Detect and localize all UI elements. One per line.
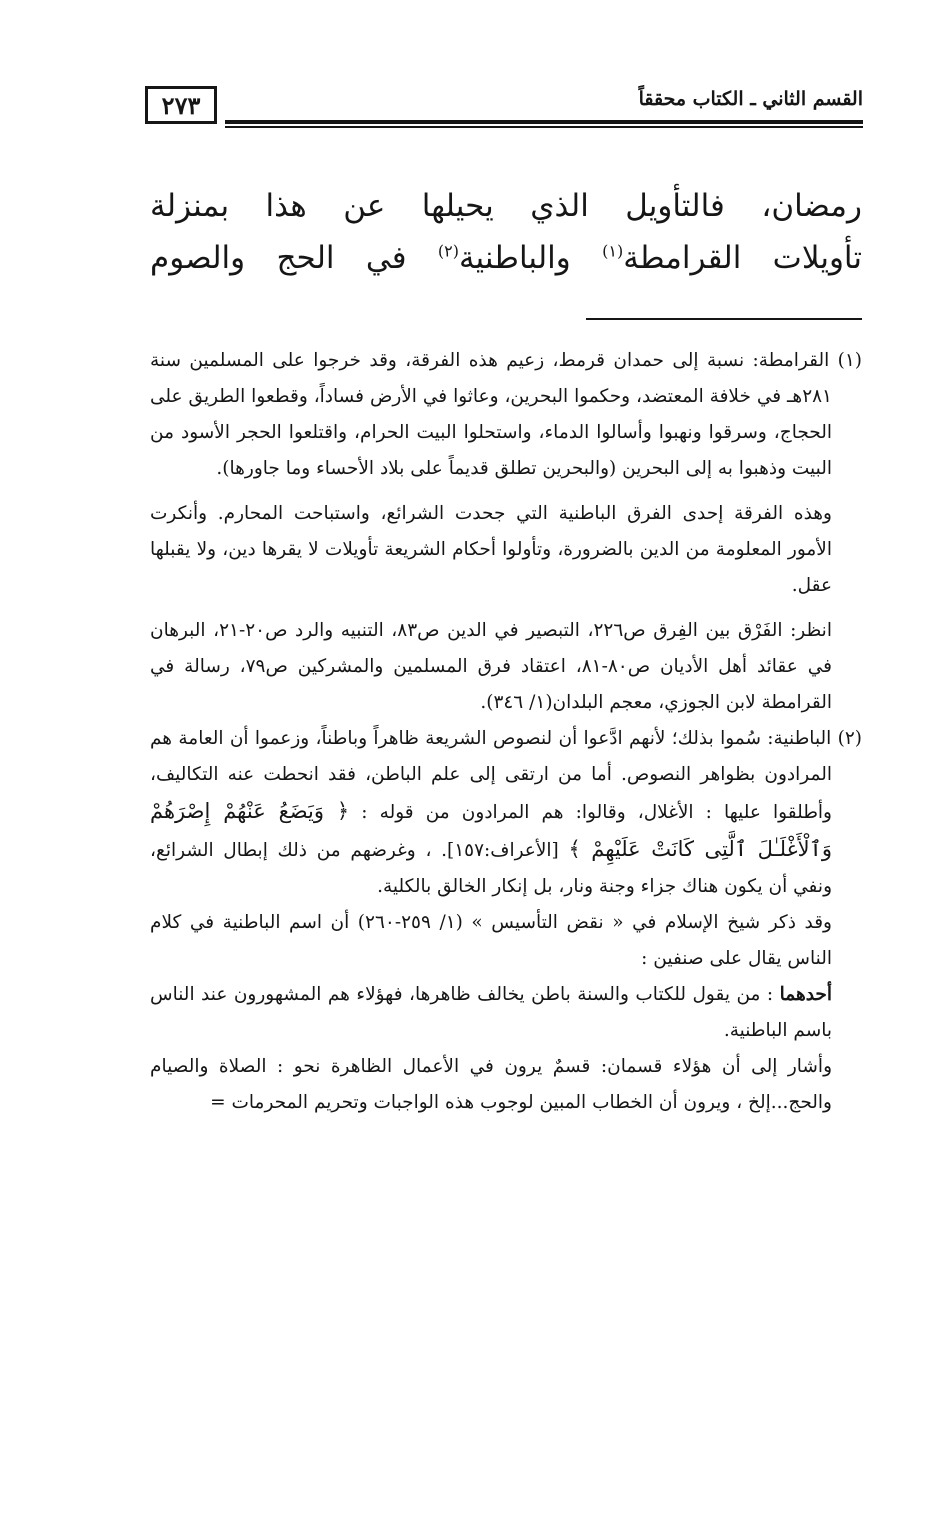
quran-verse: ﴿ وَيَضَعُ عَنْهُمْ إِصْرَهُمْ وَٱلْأَغْلَـٰلَ ٱلَّتِى كَانَتْ عَلَيْهِمْ ﴾: [150, 799, 832, 861]
main-line-2: [150, 232, 862, 284]
footnote-2-text-b: [الأعراف:١٥٧]. ، وغرضهم من ذلك إبطال الشرائع، ونفي أن يكون هناك جزاء وجنة ونار، بل إنكار الخالق بالكلية.: [150, 840, 832, 897]
main-line-1: رمضان، فالتأويل الذي يحيلها عن هذا بمنزلة: [150, 188, 862, 224]
main-line-2-part-2: والباطنية: [458, 240, 603, 276]
header-rule-thick: [225, 120, 863, 124]
footnote-2-text-a: (٢) الباطنية: سُموا بذلك؛ لأنهم ادَّعوا أن لنصوص الشريعة ظاهراً وباطناً، وزعموا أن العامة هم المرادون بظواهر النصوص. أما من ارتقى إلى علم الباطن، فقد انحطت عنه التكاليف، وأطلقوا عليها : الأغلال، وقالوا: هم المرادون من قوله :: [150, 728, 862, 823]
running-head: القسم الثاني ـ الكتاب محققاً: [638, 88, 863, 110]
page-header: [145, 86, 863, 132]
page-number: ٢٧٣: [161, 90, 201, 120]
main-line-2-part-3: في الحج والصوم: [150, 240, 438, 276]
main-line-2-part-1: تأويلات القرامطة: [623, 240, 862, 276]
footnote-2-label: أحدهما: [779, 984, 832, 1005]
footnote-ref-1[interactable]: (١): [602, 241, 624, 261]
footnote-1-para-2: وهذه الفرقة إحدى الفرق الباطنية التي جحدت الشرائع، واستباحت المحارم. وأنكرت الأمور المعلومة من الدين بالضرورة، وتأولوا أحكام الشريعة تأويلات لا يقرها دين، ولا يقبلها عقل.: [150, 503, 832, 596]
footnote-2-para-2: وقد ذكر شيخ الإسلام في « نقض التأسيس » (١/ ٢٥٩-٢٦٠) أن اسم الباطنية في كلام الناس يقال على صنفين :: [150, 912, 832, 969]
main-text: [150, 180, 862, 284]
page-number-box: [145, 86, 217, 124]
footnotes: [150, 343, 862, 1121]
footnote-ref-2[interactable]: (٢): [437, 241, 459, 261]
footnote-2-para-4: وأشار إلى أن هؤلاء قسمان: قسمٌ يرون في الأعمال الظاهرة نحو : الصلاة والصيام والحج...إلخ ، ويرون أن الخطاب المبين لوجوب هذه الواجبات وتحريم المحرمات =: [150, 1056, 832, 1113]
footnote-2-para-3: [150, 977, 862, 1049]
header-rule-thin: [225, 126, 863, 128]
footnote-1-para-3: انظر: الفَرْق بين الفِرق ص٢٢٦، التبصير في الدين ص٨٣، التنبيه والرد ص٢٠-٢١، البرهان في عقائد أهل الأديان ص٨٠-٨١، اعتقاد فرق المسلمين والمشركين ص٧٩، رسالة في القرامطة لابن الجوزي، معجم البلدان(١/ ٣٤٦).: [150, 620, 832, 713]
footnote-1-para-1: (١) القرامطة: نسبة إلى حمدان قرمط، زعيم هذه الفرقة، وقد خرجوا على المسلمين سنة ٢٨١هـ في خلافة المعتضد، وحكموا البحرين، وعاثوا في الأرض فساداً، وقطعوا الطريق على الحجاج، وسرقوا ونهبوا وأسالوا الدماء، واستحلوا البيت الحرام، واقتلعوا الحجر الأسود من البيت وذهبوا به إلى البحرين (والبحرين تطلق قديماً على بلاد الأحساء وما جاورها).: [150, 350, 862, 479]
footnote-separator: [586, 318, 862, 320]
footnote-2-para-1: [150, 721, 862, 905]
footnote-2-para-3-text: : من يقول للكتاب والسنة باطن يخالف ظاهرها، فهؤلاء هم المشهورون عند الناس باسم الباطنية.: [150, 984, 832, 1041]
